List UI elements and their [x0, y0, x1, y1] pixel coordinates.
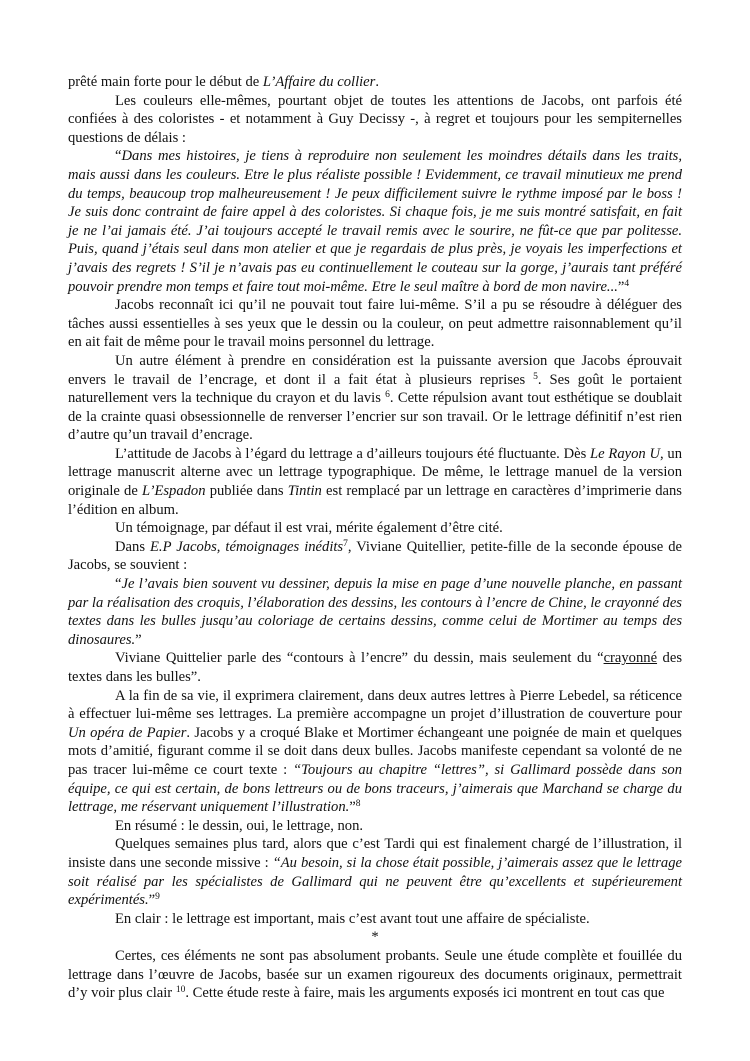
paragraph-crayonne: Viviane Quittelier parle des “contours à l’encre” du dessin, mais seulement du “crayonné des textes dans les bulles”. [68, 650, 682, 685]
paragraph-lettering-attitude: L’attitude de Jacobs à l’égard du lettrage a d’ailleurs toujours été fluctuante. Dès Le Rayon U, un lettrage manuscrit alterne avec un lettrage typographique. De même, le lettrage manuel de la version originale de L’Espadon publiée dans Tintin est remplacé par un lettrage en caractères d’imprimerie dans l’édition en album. [68, 445, 682, 518]
work-title: Un opéra de Papier [68, 724, 187, 741]
work-title: L’Espadon [142, 483, 206, 500]
paragraph-inking-aversion: Un autre élément à prendre en considération est la puissante aversion que Jacobs éprouvait envers le travail de l’encrage, et dont il a fait état à plusieurs reprises $^5$. Ses goût le portaient naturellement vers la technique du crayon et du lavis $^6$. Cette répulsion avant tout esthétique se doublait de la crainte quasi obsessionnelle de renverser l’encrier sur son travail. Or le lettrage définitif n’est rien d’autre qu’un travail d’encrage. [68, 352, 682, 444]
paragraph-second-missive: Quelques semaines plus tard, alors que c’est Tardi qui est finalement chargé de l’illustration, il insiste dans une seconde missive : “Au besoin, si la chose était possible, j’aimerais assez que le lettrage soit réalisé par les spécialistes de Gallimard qui ne peuvent être qu’excellents et supérieurement expérimentés.”$^9$ [68, 836, 682, 909]
footnote-ref: 9 [155, 892, 160, 903]
footnote-ref: 8 [355, 799, 361, 810]
footnote-ref: 10 [175, 985, 186, 996]
paragraph-quitellier: Dans E.P Jacobs, témoignages inédits$^7$, Viviane Quitellier, petite-fille de la seconde épouse de Jacobs, se souvient : [68, 538, 682, 574]
work-title: Tintin [287, 483, 322, 500]
footnote-ref: 7 [343, 538, 348, 549]
paragraph-summary: En résumé : le dessin, oui, le lettrage, non. [115, 817, 364, 834]
paragraph-continuation: prêté main forte pour le début de L’Affaire du collier. [68, 74, 379, 90]
inline-quote: “Au besoin, si la chose était possible, j’aimerais assez que le lettrage soit réalisé par les spécialistes de Gallimard qui ne peuvent être qu’excellents et supérieurement expérimentés. [68, 854, 682, 909]
paragraph-colorists: Les couleurs elle-mêmes, pourtant objet de toutes les attentions de Jacobs, ont parfois été confiées à des coloristes - et notamment à Guy Decissy -, à regret et toujours pour les sempiternelles questions de délais : [68, 92, 682, 146]
underlined-word: crayonné [603, 650, 658, 667]
paragraph-delegation: Jacobs reconnaît ici qu’il ne pouvait tout faire lui-même. S’il a pu se résoudre à déléguer des tâches aussi essentielles à ses yeux que le dessin ou la couleur, on peut admettre raisonnablement qu’il en ait fait de même pour le travail moins personnel du lettrage. [68, 297, 682, 351]
footnote-ref: 5 [533, 371, 538, 382]
quote-quitellier: “Je l’avais bien souvent vu dessiner, depuis la mise en page d’une nouvelle planche, en passant par la réalisation des croquis, l’élaboration des dessins, les contours à l’encre de Chine, le crayonné des textes dans les bulles jusqu’au coloriage de certains dessins, comme celui de Mortimer au temps des dinosaures.” [68, 576, 682, 648]
work-title: L’Affaire du collier [262, 74, 376, 90]
work-title: E.P Jacobs, témoignages inédits [150, 538, 344, 555]
section-separator: * [371, 929, 379, 946]
footnote-ref: 4 [624, 278, 630, 289]
quote-jacobs-colors: “Dans mes histoires, je tiens à reproduire non seulement les moindres détails dans les traits, mais aussi dans les couleurs. Etre le plus réaliste possible ! Evidemment, ce travail minutieux me prend du temps, beaucoup trop malheureusement ! Je peux difficilement suivre le rythme imposé par le boss ! Je suis donc contraint de faire appel à des coloristes. Si chaque fois, je me suis montré satisfait, en fait je ne l’ai jamais été. J’ai toujours accepté le travail remis avec le sourire, ne fût-ce que par politesse. Puis, quand j’étais seul dans mon atelier et que je regardais de plus près, je voyais les imperfections et j’avais des regrets ! S’il je n’avais pas eu continuellement le couteau sur la gorge, j’aurais tant préféré pouvoir prendre mon temps et faire tout moi-même. Etre le seul maître à bord de mon navire...”$^4$ [68, 148, 682, 295]
work-title: Le Rayon U [590, 445, 660, 462]
footnote-ref: 6 [385, 390, 390, 401]
paragraph-final: Certes, ces éléments ne sont pas absolument probants. Seule une étude complète et fouillée du lettrage dans l’œuvre de Jacobs, basée sur un examen rigoureux des documents originaux, permettrait d’y voir plus clair $^{10}$. Cette étude reste à faire, mais les arguments exposés ici montrent en tout cas que [68, 947, 682, 1002]
paragraph-testimony: Un témoignage, par défaut il est vrai, mérite également d’être cité. [115, 520, 503, 537]
inline-quote: “Toujours au chapitre “lettres”, si Gallimard possède dans son équipe, ce qui est certain, de bons lettreurs ou de bons traceurs, j’aimerais que Marchand se charge du lettrage, me réservant uniquement l’illustration. [68, 761, 682, 816]
paragraph-lebedel-letters: A la fin de sa vie, il exprimera clairement, dans deux autres lettres à Pierre Lebedel, sa réticence à effectuer lui-même ses lettrages. La première accompagne un projet d’illustration de couverture pour Un opéra de Papier. Jacobs y a croqué Blake et Mortimer échangeant une poignée de main et quelques mots d’amitié, figurant comme il se doit dans deux bulles. Jacobs manifeste cependant sa volonté de ne pas tracer lui-même ce court texte : “Toujours au chapitre “lettres”, si Gallimard possède dans son équipe, ce qui est certain, de bons lettreurs ou de bons traceurs, j’aimerais que Marchand se charge du lettrage, me réservant uniquement l’illustration.”$^8$ [68, 687, 682, 816]
paragraph-conclusion: En clair : le lettrage est important, mais c’est avant tout une affaire de spécialiste. [115, 910, 590, 927]
